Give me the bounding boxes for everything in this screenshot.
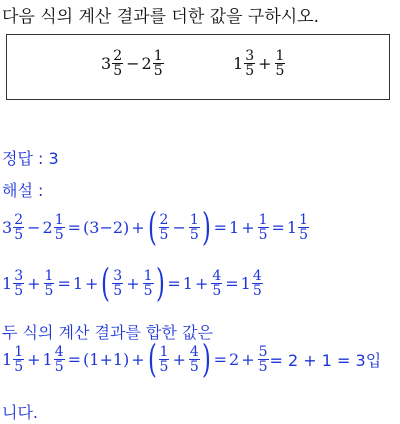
ending-text: 니다. (2, 403, 38, 422)
fraction: $\frac{1}{5}$ (275, 48, 285, 79)
question-text: 다음 식의 계산 결과를 더한 값을 구하시오. (2, 7, 320, 27)
solution-label: 해설 : (2, 181, 44, 200)
solution-line-3: 1 $\frac{1}{5}$ + 1 $\frac{4}{5}$ = (1+1) + ( $\frac{1}{5}$ + $\frac{4}{5}$ ) = 2 + $\frac{5}{5}$ = 2 + 1 = 3입 (2, 337, 382, 381)
solution-line-1: 3 $\frac{2}{5}$ − 2 $\frac{1}{5}$ = (3−2) + ( $\frac{2}{5}$ − $\frac{1}{5}$ ) = 1 + $\frac{1}{5}$ = 1 $\frac{1}{5}$ (2, 205, 309, 249)
expression-2: 1 $\frac{3}{5}$ + $\frac{1}{5}$ (233, 48, 285, 79)
fraction: $\frac{3}{5}$ (245, 48, 255, 79)
expression-box (6, 34, 390, 100)
expression-1: 3 $\frac{2}{5}$ − 2 $\frac{1}{5}$ (101, 48, 163, 79)
solution-line-2: 1 $\frac{3}{5}$ + $\frac{1}{5}$ = 1 + ( $\frac{3}{5}$ + $\frac{1}{5}$ ) = 1 + $\frac{4}{5}$ = 1 $\frac{4}{5}$ (2, 261, 262, 305)
fraction: $\frac{2}{5}$ (113, 48, 123, 79)
sum-text: 두 식의 계산 결과를 합한 값은 (2, 323, 213, 342)
answer-label: 정답 : 3 (2, 149, 59, 168)
fraction: $\frac{1}{5}$ (153, 48, 163, 79)
